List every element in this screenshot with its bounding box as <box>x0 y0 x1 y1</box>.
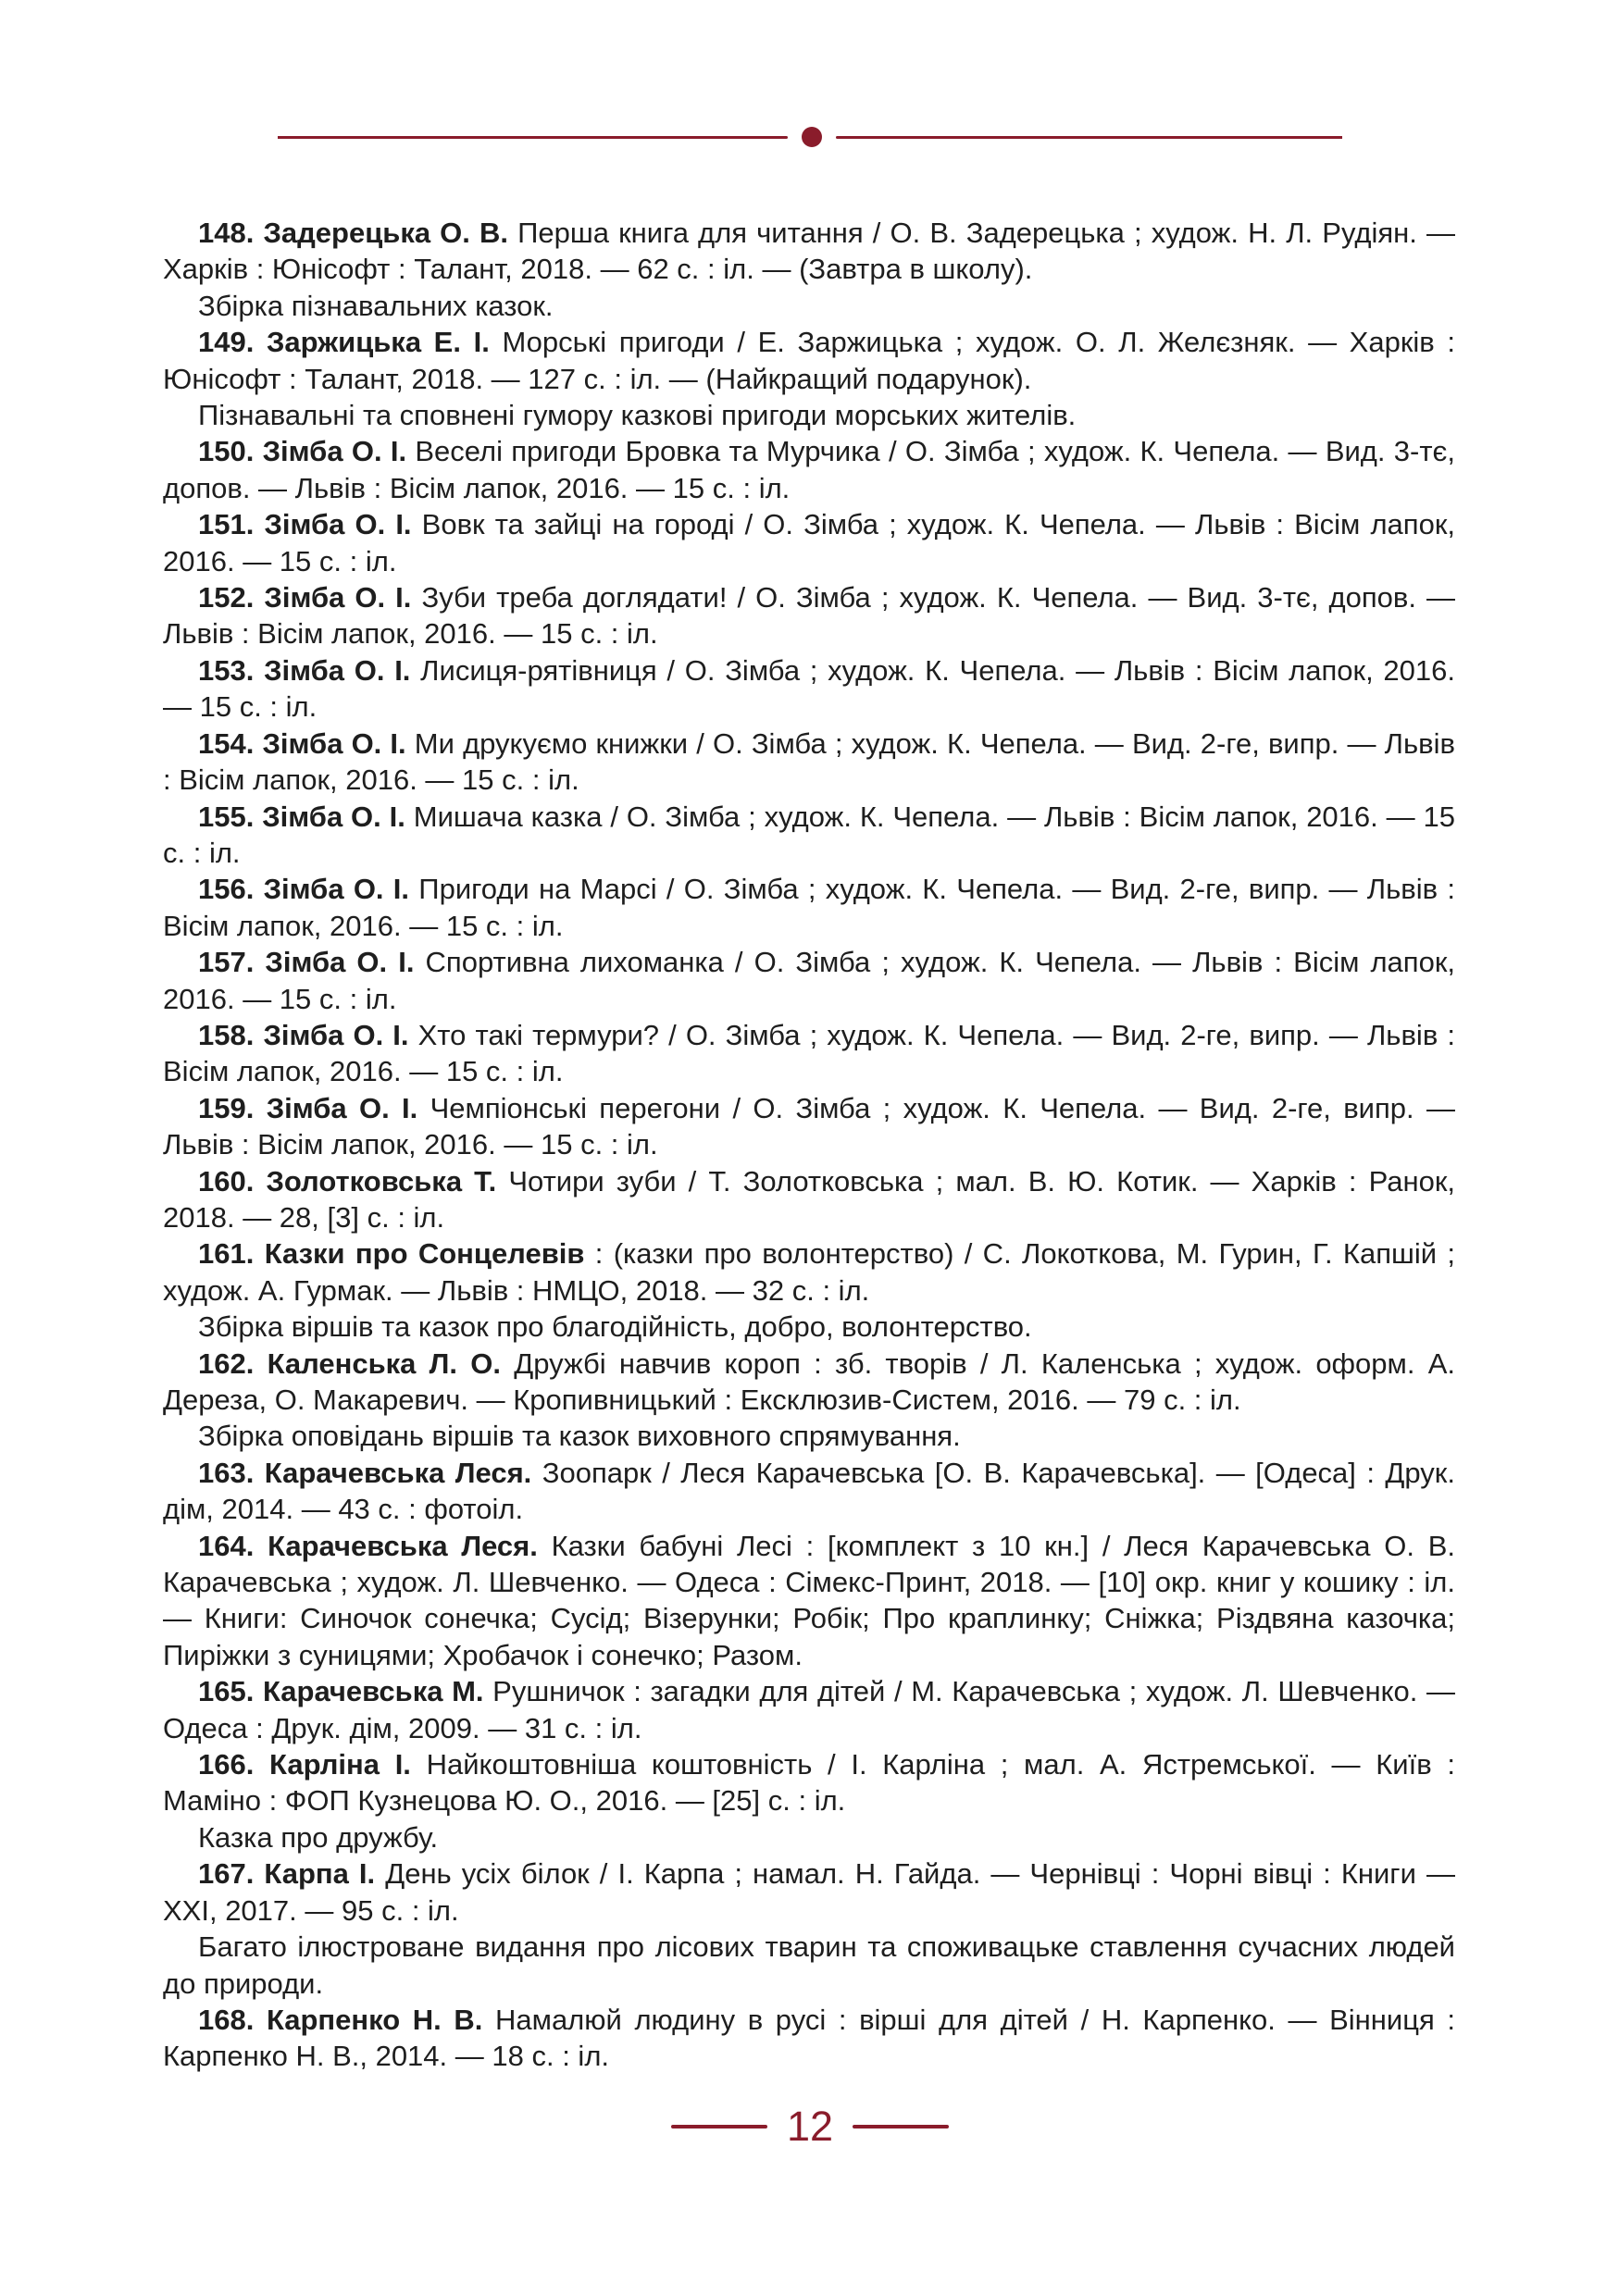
entry-number: 150. <box>198 435 255 468</box>
entry-heading <box>198 1675 484 1707</box>
entry-author: Золотковська Т. <box>266 1164 497 1198</box>
entry-heading <box>198 326 490 358</box>
entry-description: Вовк та зайці на городі / О. Зімба ; худож. К. Чепела. — Львів : Вісім лапок, 2016. — 15 с. : іл. <box>163 508 1455 577</box>
bibliography-entry <box>163 1163 1455 1236</box>
entry-heading <box>198 727 406 760</box>
page-footer <box>671 2104 949 2150</box>
entry-number: 162. <box>198 1347 255 1380</box>
entry-annotation: Казка про дружбу. <box>198 1820 439 1854</box>
entry-author: Зімба О. І. <box>264 508 412 541</box>
bibliography-list <box>163 215 1455 2075</box>
entry-annotation: Багато ілюстроване видання про лісових тварин та споживацьке ставлення сучасних людей до природи. <box>163 1930 1455 2000</box>
entry-number: 148. <box>198 217 255 249</box>
entry-description: Пригоди на Марсі / О. Зімба ; худож. К. Чепела. — Вид. 2-ге, випр. — Львів : Вісім лапок, 2016. — 15 с. : іл. <box>163 873 1455 942</box>
entry-heading <box>198 800 405 833</box>
ornament-line-right <box>836 136 1342 139</box>
bibliography-entry <box>163 1346 1455 1419</box>
footer-line-left <box>671 2125 767 2128</box>
footer-line-right <box>853 2125 949 2128</box>
entry-author: Зімба О. І. <box>262 435 407 468</box>
entry-author: Карліна І. <box>269 1748 411 1781</box>
entry-description: Зуби треба доглядати! / О. Зімба ; худож. К. Чепела. — Вид. 3-тє, допов. — Львів : Вісім лапок, 2016. — 15 с. : іл. <box>163 581 1455 651</box>
entry-number: 155. <box>198 800 255 833</box>
entry-heading <box>198 1092 417 1124</box>
entry-author: Казки про Сонцелевів <box>264 1237 585 1271</box>
entry-description: Рушничок : загадки для дітей / М. Карачевська ; худож. Л. Шевченко. — Одеса : Друк. дім, 2009. — 31 с. : іл. <box>163 1675 1455 1744</box>
bibliography-entry <box>163 215 1455 288</box>
entry-heading <box>198 217 508 249</box>
entry-description: Хто такі термури? / О. Зімба ; худож. К. Чепела. — Вид. 2-ге, випр. — Львів : Вісім лапок, 2016. — 15 с. : іл. <box>163 1018 1455 1088</box>
entry-annotation: Збірка оповідань віршів та казок виховного спрямування. <box>198 1420 961 1453</box>
bibliography-entry <box>163 652 1455 726</box>
bibliography-entry <box>163 324 1455 397</box>
entry-description: : (казки про волонтерство) / С. Локоткова, М. Гурин, Г. Капшій ; худож. А. Гурмак. — Львів : НМЦО, 2018. — 32 с. : іл. <box>163 1237 1456 1307</box>
entry-number: 149. <box>198 326 255 359</box>
entry-number: 158. <box>198 1018 255 1051</box>
entry-heading <box>198 2004 482 2036</box>
entry-author: Зімба О. І. <box>262 726 406 760</box>
entry-description: День усіх білок / І. Карпа ; намал. Н. Гайда. — Чернівці : Чорні вівці : Книги — XXI, 2017. — 95 с. : іл. <box>163 1857 1455 1927</box>
bibliography-entry <box>163 2002 1455 2075</box>
entry-annotation: Пізнавальні та сповнені гумору казкові пригоди морських жителів. <box>198 399 1077 432</box>
entry-author: Задерецька О. В. <box>263 217 509 249</box>
bibliography-entry <box>163 1673 1455 1746</box>
bibliography-entry <box>163 1017 1455 1090</box>
entry-author: Зімба О. І. <box>262 800 405 833</box>
entry-number: 156. <box>198 873 255 906</box>
entry-annotation: Збірка пізнавальних казок. <box>198 289 554 322</box>
bibliography-entry <box>163 1090 1455 1163</box>
entry-description: Казки бабуні Лесі : [комплект з 10 кн.] / Леся Карачевська О. В. Карачевська ; худож. Л. Шевченко. — Одеса : Сімекс-Принт, 2018. — [10] окр. книг у кошику : іл. — Книги: Синочок сонечка; Сусід; Візерунки; Робік; Про краплинку; Сніжка; Різдвяна казочка; Пиріжки з суницями; Хробачок і сонечко; Разом. <box>163 1529 1455 1671</box>
entry-number: 157. <box>198 946 255 979</box>
bibliography-entry <box>163 433 1455 506</box>
entry-author: Зімба О. І. <box>265 946 415 979</box>
entry-description: Веселі пригоди Бровка та Мурчика / О. Зімба ; худож. К. Чепела. — Вид. 3-тє, допов. — Львів : Вісім лапок, 2016. — 15 с. : іл. <box>163 435 1455 504</box>
entry-heading <box>198 1347 501 1380</box>
entry-number: 165. <box>198 1675 255 1708</box>
page-number: 12 <box>786 2103 834 2150</box>
entry-description: Морські пригоди / Е. Заржицька ; худож. О. Л. Желєзняк. — Харків : Юнісофт : Талант, 2018. — 127 с. : іл. — (Найкращий подарунок). <box>163 326 1455 395</box>
entry-author: Карпа І. <box>264 1857 376 1891</box>
bibliography-entry <box>163 1855 1455 1929</box>
entry-heading <box>198 654 410 687</box>
entry-heading <box>198 1748 411 1781</box>
entry-author: Зімба О. І. <box>264 581 412 614</box>
entry-description: Ми друкуємо книжки / О. Зімба ; худож. К. Чепела. — Вид. 2-ге, випр. — Львів : Вісім лапок, 2016. — 15 с. : іл. <box>163 726 1455 797</box>
bibliography-entry <box>163 1746 1455 1819</box>
ornament-line-left <box>278 136 788 139</box>
entry-description: Лисиця-рятівниця / О. Зімба ; худож. К. Чепела. — Львів : Вісім лапок, 2016. — 15 с. : іл. <box>163 653 1456 724</box>
entry-number: 154. <box>198 726 255 760</box>
entry-heading <box>198 1530 538 1562</box>
entry-number: 151. <box>198 508 255 541</box>
entry-heading <box>198 1165 496 1198</box>
entry-heading <box>198 435 406 467</box>
entry-description: Спортивна лихоманка / О. Зімба ; худож. К. Чепела. — Львів : Вісім лапок, 2016. — 15 с. : іл. <box>163 946 1456 1015</box>
entry-author: Зімба О. І. <box>263 873 410 906</box>
top-ornament <box>278 127 1342 147</box>
entry-heading <box>198 1237 584 1270</box>
entry-number: 168. <box>198 2003 255 2036</box>
entry-author: Карачевська Леся. <box>268 1529 538 1562</box>
entry-description: Зоопарк / Леся Карачевська [О. В. Карачевська]. — [Одеса] : Друк. дім, 2014. — 43 с. : фотоіл. <box>163 1456 1455 1526</box>
entry-description: Намалюй людину в русі : вірші для дітей / Н. Карпенко. — Вінниця : Карпенко Н. В., 2014. — 18 с. : іл. <box>163 2003 1455 2073</box>
entry-heading <box>198 873 409 905</box>
entry-annotation: Збірка віршів та казок про благодійність, добро, волонтерство. <box>198 1310 1032 1344</box>
bibliography-entry <box>163 944 1455 1017</box>
entry-heading <box>198 1019 409 1051</box>
entry-heading <box>198 508 412 540</box>
entry-author: Зімба О. І. <box>263 1018 409 1051</box>
bibliography-entry <box>163 1235 1455 1309</box>
entry-author: Карпенко Н. В. <box>266 2003 483 2036</box>
entry-number: 167. <box>198 1857 255 1891</box>
entry-heading <box>198 946 414 978</box>
entry-description: Найкоштовніша коштовність / І. Карліна ; мал. А. Ястремської. — Київ : Маміно : ФОП Кузнецова Ю. О., 2016. — [25] с. : іл. <box>163 1748 1455 1818</box>
bibliography-entry <box>163 871 1455 944</box>
entry-number: 164. <box>198 1529 255 1562</box>
entry-heading <box>198 1857 375 1890</box>
bibliography-entry <box>163 799 1455 872</box>
entry-author: Карачевська М. <box>262 1675 484 1708</box>
entry-author: Заржицька Е. І. <box>266 326 490 359</box>
entry-description: Дружбі навчив короп : зб. творів / Л. Каленська ; худож. оформ. А. Дереза, О. Макаревич. — Кропивницький : Ексклюзив-Систем, 2016. — 79 с. : іл. <box>163 1347 1455 1416</box>
entry-author: Зімба О. І. <box>264 653 411 687</box>
entry-number: 160. <box>198 1164 255 1198</box>
bibliography-entry <box>163 579 1455 652</box>
bibliography-entry <box>163 506 1455 579</box>
entry-description: Перша книга для читання / О. В. Задерецька ; худож. Н. Л. Рудіян. — Харків : Юнісофт : Талант, 2018. — 62 с. : іл. — (Завтра в школу). <box>163 217 1456 286</box>
entry-heading <box>198 581 411 614</box>
entry-heading <box>198 1457 531 1489</box>
bibliography-entry <box>163 726 1455 799</box>
entry-description: Мишача казка / О. Зімба ; худож. К. Чепела. — Львів : Вісім лапок, 2016. — 15 с. : іл. <box>163 800 1456 869</box>
ornament-dot <box>802 127 822 147</box>
bibliography-entry <box>163 1455 1455 1528</box>
entry-number: 166. <box>198 1748 255 1781</box>
entry-number: 152. <box>198 581 255 614</box>
entry-author: Каленська Л. О. <box>267 1347 501 1380</box>
entry-number: 163. <box>198 1456 255 1489</box>
entry-number: 161. <box>198 1237 255 1271</box>
bibliography-entry <box>163 1528 1455 1674</box>
entry-description: Чотири зуби / Т. Золотковська ; мал. В. Ю. Котик. — Харків : Ранок, 2018. — 28, [3] с. : іл. <box>163 1164 1455 1234</box>
entry-description: Чемпіонські перегони / О. Зімба ; худож. К. Чепела. — Вид. 2-ге, випр. — Львів : Вісім лапок, 2016. — 15 с. : іл. <box>163 1091 1455 1161</box>
entry-author: Карачевська Леся. <box>264 1456 532 1489</box>
entry-number: 153. <box>198 653 255 687</box>
entry-author: Зімба О. І. <box>266 1091 418 1124</box>
entry-number: 159. <box>198 1091 255 1124</box>
